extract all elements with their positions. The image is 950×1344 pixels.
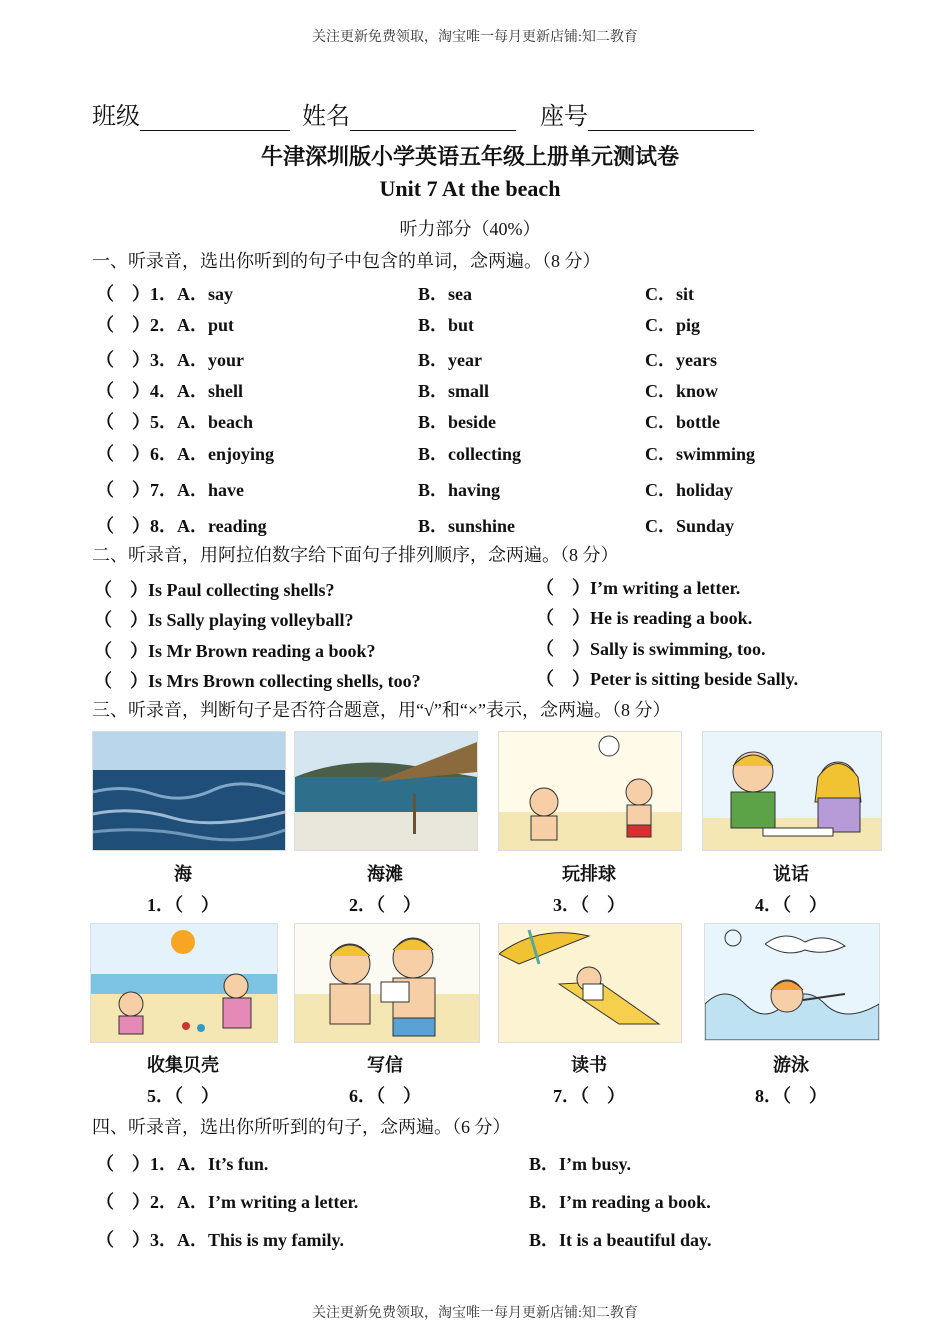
option-b[interactable]: B．beside	[418, 412, 497, 432]
order-sentence[interactable]: （ ）Is Mr Brown reading a book?	[94, 641, 376, 661]
option-c[interactable]: C．bottle	[645, 412, 720, 432]
option-c[interactable]: C．know	[645, 381, 719, 401]
volleyball-picture	[498, 731, 682, 851]
option-c[interactable]: C．swimming	[645, 444, 756, 464]
sea-picture	[92, 731, 286, 851]
option-c[interactable]: C．pig	[645, 315, 701, 335]
option-b[interactable]: B．but	[418, 315, 475, 335]
question-row[interactable]: （ ）6．A．enjoying	[96, 444, 275, 464]
option-b[interactable]: B．year	[418, 350, 482, 370]
question-row[interactable]: （ ）2．A．put	[96, 315, 235, 335]
seat-blank[interactable]	[588, 108, 754, 131]
question-row[interactable]: （ ）3．A．your	[96, 350, 244, 370]
option-b[interactable]: B．I’m busy.	[529, 1154, 632, 1174]
order-sentence[interactable]: （ ）Is Paul collecting shells?	[94, 580, 335, 600]
option-b[interactable]: B．It is a beautiful day.	[529, 1230, 712, 1250]
order-sentence[interactable]: （ ）Is Sally playing volleyball?	[94, 610, 354, 630]
collecting-shells-picture	[90, 923, 278, 1043]
option-b[interactable]: B．sunshine	[418, 516, 516, 536]
picture-answer-4[interactable]: 4．（ ）	[755, 895, 827, 915]
beach-picture	[294, 731, 478, 851]
picture-answer-1[interactable]: 1．（ ）	[147, 895, 219, 915]
order-sentence[interactable]: （ ）I’m writing a letter.	[536, 578, 741, 598]
swimming-picture	[704, 923, 880, 1041]
option-b[interactable]: B．collecting	[418, 444, 521, 464]
order-sentence[interactable]: （ ）Is Mrs Brown collecting shells, too?	[94, 671, 421, 691]
picture-answer-6[interactable]: 6．（ ）	[349, 1086, 421, 1106]
order-sentence[interactable]: （ ）He is reading a book.	[536, 608, 753, 628]
talking-picture	[702, 731, 882, 851]
name-blank[interactable]	[350, 108, 516, 131]
option-c[interactable]: C．holiday	[645, 480, 734, 500]
reading-book-picture	[498, 923, 682, 1043]
question-row[interactable]: （ ）1．A．say	[96, 284, 234, 304]
order-sentence[interactable]: （ ）Peter is sitting beside Sally.	[536, 669, 799, 689]
caption-2: 海滩	[367, 864, 403, 884]
picture-answer-8[interactable]: 8．（ ）	[755, 1086, 827, 1106]
option-a[interactable]: （ ）3．A．This is my family.	[96, 1230, 345, 1250]
question-row[interactable]: （ ）4．A．shell	[96, 381, 244, 401]
section2-heading: 二、听录音，用阿拉伯数字给下面句子排列顺序，念两遍。（8 分）	[92, 545, 619, 565]
footer-note: 关注更新免费领取，淘宝唯一每月更新店铺:知二教育	[312, 1306, 638, 1321]
info-line	[92, 96, 754, 131]
listening-label: 听力部分（40%）	[399, 219, 541, 239]
caption-5: 收集贝壳	[147, 1055, 219, 1075]
option-a[interactable]: （ ）1．A．It’s fun.	[96, 1154, 269, 1174]
option-b[interactable]: B．sea	[418, 284, 472, 304]
caption-4: 说话	[773, 864, 809, 884]
option-b[interactable]: B．I’m reading a book.	[529, 1192, 711, 1212]
option-c[interactable]: C．years	[645, 350, 717, 370]
caption-1: 海	[174, 864, 192, 884]
option-a[interactable]: （ ）2．A．I’m writing a letter.	[96, 1192, 359, 1212]
section1-heading: 一、听录音，选出你听到的句子中包含的单词，念两遍。（8 分）	[92, 251, 601, 271]
picture-answer-7[interactable]: 7．（ ）	[553, 1086, 625, 1106]
order-sentence[interactable]: （ ）Sally is swimming, too.	[536, 639, 766, 659]
section3-heading: 三、听录音，判断句子是否符合题意，用“√”和“×”表示，念两遍。（8 分）	[92, 700, 671, 720]
option-b[interactable]: B．having	[418, 480, 501, 500]
option-b[interactable]: B．small	[418, 381, 490, 401]
page-title: 牛津深圳版小学英语五年级上册单元测试卷	[260, 144, 679, 169]
question-row[interactable]: （ ）8．A．reading	[96, 516, 267, 536]
caption-7: 读书	[571, 1055, 607, 1075]
option-c[interactable]: C．Sunday	[645, 516, 735, 536]
caption-8: 游泳	[773, 1055, 809, 1075]
option-c[interactable]: C．sit	[645, 284, 694, 304]
header-note: 关注更新免费领取，淘宝唯一每月更新店铺:知二教育	[312, 30, 638, 45]
picture-answer-3[interactable]: 3．（ ）	[553, 895, 625, 915]
picture-answer-2[interactable]: 2．（ ）	[349, 895, 421, 915]
unit-title: Unit 7 At the beach	[379, 176, 561, 201]
question-row[interactable]: （ ）5．A．beach	[96, 412, 253, 432]
class-blank[interactable]	[140, 108, 290, 131]
name-label: 姓名	[302, 104, 350, 130]
seat-label: 座号	[540, 104, 588, 130]
section4-heading: 四、听录音，选出你所听到的句子，念两遍。（6 分）	[92, 1117, 511, 1137]
writing-letter-picture	[294, 923, 480, 1043]
caption-3: 玩排球	[562, 864, 616, 884]
caption-6: 写信	[367, 1055, 403, 1075]
class-label: 班级	[92, 104, 140, 130]
question-row[interactable]: （ ）7．A．have	[96, 480, 244, 500]
picture-answer-5[interactable]: 5．（ ）	[147, 1086, 219, 1106]
